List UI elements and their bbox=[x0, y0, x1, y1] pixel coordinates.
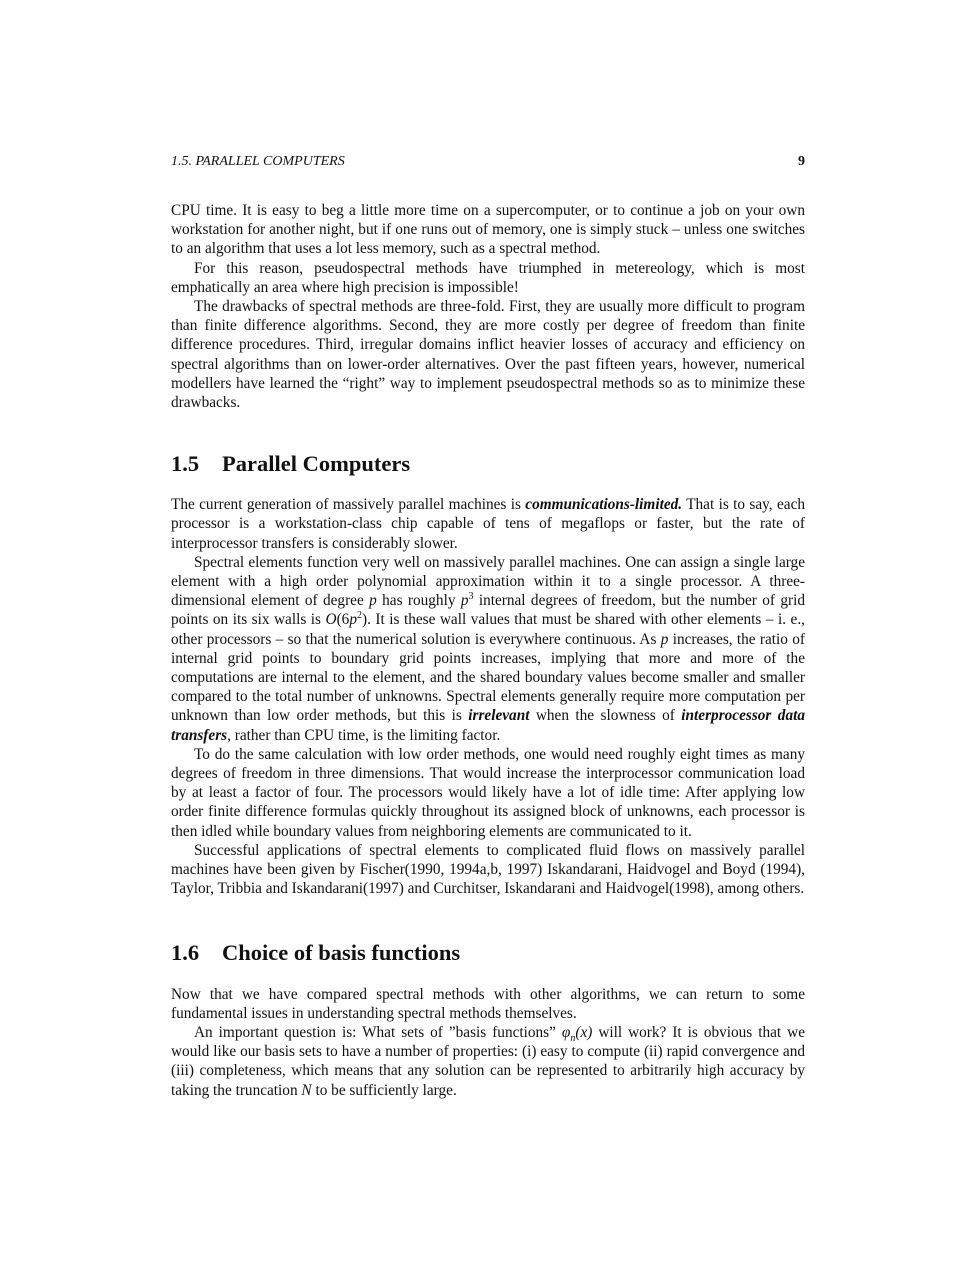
section-heading-1-6 bbox=[171, 939, 805, 967]
math-text: ) bbox=[361, 611, 368, 629]
text-run: The current generation of massively parallel machines is bbox=[171, 496, 526, 514]
text-run: when the slowness of bbox=[529, 707, 682, 725]
math-symbol: O bbox=[325, 611, 337, 629]
section-title: Choice of basis functions bbox=[222, 939, 461, 965]
section-heading-1-5 bbox=[171, 450, 805, 478]
section-1-5-paragraph-4: Successful applications of spectral elements to complicated fluid flows on massively parallel machines have been given by Fischer(1990, 1994a,b, 1997) Iskandarani, Haidvogel and Boyd (1994), Taylor, Tribbia and Iskandarani(1997) and Curchitser, Iskandarani and Haidvogel(1998), among others. bbox=[171, 841, 805, 898]
intro-paragraph-3: The drawbacks of spectral methods are three-fold. First, they are usually more difficult to program than finite difference algorithms. Second, they are more costly per degree of freedom than finite difference procedures. Third, irregular domains inflict heavier losses of accuracy and efficiency on spectral algorithms than on lower-order alternatives. Over the past fifteen years, however, numerical modellers have learned the “right” way to implement pseudospectral methods so as to minimize these drawbacks. bbox=[171, 298, 805, 412]
text-run: internal degrees of freedom, but the number of grid points on its six walls is bbox=[171, 592, 805, 629]
math-symbol: p bbox=[369, 592, 377, 610]
text-run: . It is these wall values that must be shared with other elements – i. e., other processors – so that the numerical solution is everywhere continuous. As bbox=[171, 611, 805, 648]
math-text: (x) bbox=[575, 1023, 593, 1041]
math-symbol: N bbox=[301, 1081, 312, 1099]
text-run: That is to say, each processor is a workstation-class chip capable of tens of megaflops or faster, but the rate of interprocessor transfers is considerably slower. bbox=[171, 496, 806, 552]
section-number: 1.5 bbox=[171, 451, 200, 477]
section-number: 1.6 bbox=[171, 939, 200, 965]
text-run: , rather than CPU time, is the limiting factor. bbox=[227, 726, 501, 744]
running-head bbox=[171, 152, 805, 172]
emphasis: communications-limited. bbox=[525, 496, 683, 514]
math-superscript: 2 bbox=[356, 610, 362, 622]
section-1-6-paragraph-2 bbox=[171, 1023, 805, 1100]
section-1-5-paragraph-2 bbox=[171, 553, 805, 745]
emphasis: irrelevant bbox=[468, 707, 530, 725]
intro-paragraph-2: For this reason, pseudospectral methods have triumphed in metereology, which is most emphatically an area where high precision is impossible! bbox=[171, 259, 805, 296]
text-run: to be sufficiently large. bbox=[311, 1081, 457, 1099]
math-superscript: 3 bbox=[468, 591, 474, 603]
text-run: increases, the ratio of internal grid points to boundary grid points increases, implying that more and more of the computations are internal to the element, and the shared boundary values become smaller and smaller compared to the total number of unknowns. Spectral elements generally require more computation per unknown than low order methods, but this is bbox=[171, 630, 805, 725]
text-run: has roughly bbox=[376, 592, 461, 610]
text-run: will work? It is obvious that we would like our basis sets to have a number of properties: (i) easy to compute (ii) rapid convergence and (iii) completeness, which means that any solution can be represented to arbitrarily high accuracy by taking the truncation bbox=[171, 1023, 805, 1099]
text-run: Spectral elements function very well on massively parallel machines. One can assign a single large element with a high order polynomial approximation within it to a single processor. A three-dimensional element of degree bbox=[171, 553, 805, 610]
math-text: (6 bbox=[336, 611, 350, 629]
section-1-5-paragraph-1 bbox=[171, 495, 805, 553]
page-number: 9 bbox=[798, 154, 805, 169]
section-1-6-paragraph-1: Now that we have compared spectral methods with other algorithms, we can return to some fundamental issues in understanding spectral methods themselves. bbox=[171, 985, 805, 1022]
section-title: Parallel Computers bbox=[222, 451, 411, 477]
text-run: An important question is: What sets of ”basis functions” bbox=[194, 1023, 562, 1041]
math-symbol: p bbox=[349, 611, 357, 629]
intro-paragraph-1: CPU time. It is easy to beg a little more time on a supercomputer, or to continue a job on your own workstation for another night, but if one runs out of memory, one is simply stuck – unless one switches to an algorithm that uses a lot less memory, such as a spectral method. bbox=[171, 202, 805, 258]
emphasis: interprocessor data transfers bbox=[171, 707, 805, 744]
math-symbol: φ bbox=[561, 1023, 571, 1041]
math-subscript: n bbox=[570, 1032, 576, 1044]
page bbox=[171, 152, 805, 1100]
running-head-section: 1.5. PARALLEL COMPUTERS bbox=[171, 154, 345, 169]
math-symbol: p bbox=[660, 630, 669, 648]
section-1-5-paragraph-3: To do the same calculation with low order methods, one would need roughly eight times as many degrees of freedom in three dimensions. That would increase the interprocessor communication load by at least a factor of four. The processors would likely have a lot of idle time: After applying low order finite difference formulas quickly throughout its assigned block of unknowns, each processor is then idled while boundary values from neighboring elements are communicated to it. bbox=[171, 745, 805, 840]
math-symbol: p bbox=[460, 592, 469, 610]
